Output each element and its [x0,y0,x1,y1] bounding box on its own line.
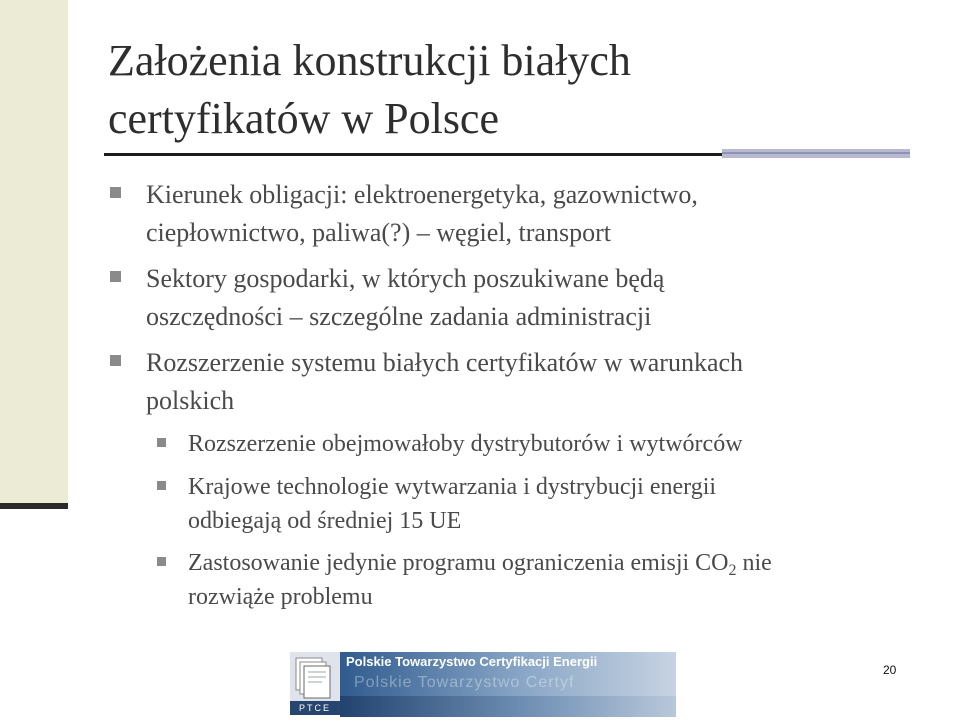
logo-text: PTCE [298,703,331,713]
square-subbullet-icon [157,438,166,447]
subbullet-3-text: Zastosowanie jedynie programu ograniczenia emisji CO [188,550,729,576]
bullet-3-line-1: Rozszerzenie systemu białych certyfikatów w warunkach [146,348,744,377]
subbullet-1-line-1: Rozszerzenie obejmowałoby dystrybutorów i wytwórców [188,431,743,457]
subbullet-2-line-2: odbiegają od średniej 15 UE [188,508,462,534]
page-number: 20 [883,663,897,677]
footer-banner [340,652,676,717]
banner-shade [340,696,676,717]
square-subbullet-icon [157,481,166,490]
subbullet-2-line-1: Krajowe technologie wytwarzania i dystrybucji energii [188,474,717,500]
bullet-3-line-2: polskich [146,386,235,415]
banner-ghost-text: Polskie Towarzystwo Certyf [354,674,575,691]
square-subbullet-icon [157,557,166,566]
title-line-1: Założenia konstrukcji białych [108,36,631,85]
subbullet-3-line-2: rozwiąże problemu [188,584,373,610]
co2-subscript: 2 [728,562,737,579]
square-bullet-icon [110,355,121,366]
square-bullet-icon [110,187,121,198]
bullet-2-line-2: oszczędności – szczególne zadania administracji [146,302,652,331]
bullet-1-line-1: Kierunek obligacji: elektroenergetyka, gazownictwo, [146,180,698,209]
subbullet-3-line-1 [188,549,772,585]
title-line-2: certyfikatów w Polsce [108,94,499,143]
subbullet-3-text-end: nie [736,550,772,576]
ptce-logo [290,652,340,715]
square-bullet-icon [110,271,121,282]
bullet-2-line-1: Sektory gospodarki, w których poszukiwane będą [146,264,665,293]
banner-title: Polskie Towarzystwo Certyfikacji Energii [346,654,598,669]
bullet-1-line-2: ciepłownictwo, paliwa(?) – węgiel, transport [146,218,611,247]
